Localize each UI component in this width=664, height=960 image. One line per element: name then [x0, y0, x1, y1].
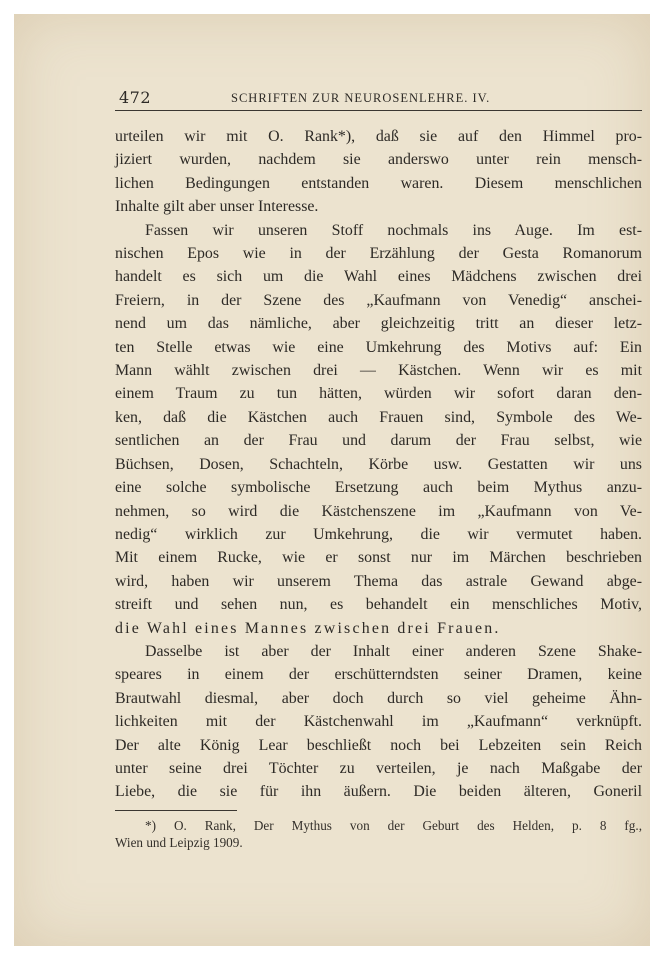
text-line: unter seine drei Töchter zu verteilen, je nach Maßgabe der: [115, 759, 642, 777]
text-line: Freiern, in der Szene des „Kaufmann von Venedig“ anschei-: [115, 291, 642, 309]
text-line: Mit einem Rucke, wie er sonst nur im Märchen beschrieben: [115, 549, 642, 567]
text-line: Brautwahl diesmal, aber doch durch so viel geheime Ähn-: [115, 689, 642, 707]
text-line: handelt es sich um die Wahl eines Mädchens zwischen drei: [115, 268, 642, 286]
paragraph-1: [115, 125, 642, 219]
text-line: urteilen wir mit O. Rank*), daß sie auf den Himmel pro-: [115, 128, 642, 145]
text-line: Der alte König Lear beschließt noch bei Lebzeiten sein Reich: [115, 736, 642, 754]
text-line: nedig“ wirklich zur Umkehrung, die wir vermutet haben.: [115, 525, 642, 543]
page-header: [115, 86, 642, 111]
text-line: Mann wählt zwischen drei — Kästchen. Wenn wir es mit: [115, 362, 642, 380]
text-line: nend um das nämliche, aber gleichzeitig tritt an dieser letz-: [115, 315, 642, 333]
text-line: Dasselbe ist aber der Inhalt einer anderen Szene Shake-: [145, 642, 642, 660]
footnote-rule: [115, 810, 237, 811]
text-line: nischen Epos wie in der Erzählung der Gesta Romanorum: [115, 245, 642, 263]
paragraph-3: [115, 640, 642, 804]
text-line: streift und sehen nun, es behandelt ein menschliches Motiv,: [115, 596, 642, 614]
text-line: einem Traum zu tun hätten, würden wir sofort daran den-: [115, 385, 642, 403]
paragraph-2: [115, 219, 642, 640]
text-line: lichkeiten mit der Kästchenwahl im „Kaufmann“ verknüpft.: [115, 713, 642, 731]
text-line-emphasized: die Wahl eines Mannes zwischen drei Frauen.: [115, 619, 501, 637]
text-line: lichen Bedingungen entstanden waren. Diesem menschlichen: [115, 174, 642, 192]
text-line: ten Stelle etwas wie eine Umkehrung des Motivs auf: Ein: [115, 338, 642, 356]
footnote-line: Wien und Leipzig 1909.: [115, 834, 243, 850]
text-line: sentlichen an der Frau und darum der Frau selbst, wie: [115, 432, 642, 450]
footnote: [115, 817, 642, 851]
text-line: Inhalte gilt aber unser Interesse.: [115, 198, 319, 216]
text-line: wird, haben wir unserem Thema das astrale Gewand abge-: [115, 572, 642, 590]
page-number: 472: [119, 88, 152, 107]
book-page: [115, 86, 642, 851]
text-line: Liebe, die sie für ihn äußern. Die beiden älteren, Goneril: [115, 783, 642, 801]
running-head: SCHRIFTEN ZUR NEUROSENLEHRE. IV.: [231, 91, 491, 105]
text-line: Büchsen, Dosen, Schachteln, Körbe usw. Gestatten wir uns: [115, 455, 642, 473]
text-line: speares in einem der erschütterndsten seiner Dramen, keine: [115, 666, 642, 684]
text-line: eine solche symbolische Ersetzung auch beim Mythus anzu-: [115, 479, 642, 497]
text-line: nehmen, so wird die Kästchenszene im „Kaufmann von Ve-: [115, 502, 642, 520]
text-line: Fassen wir unseren Stoff nochmals ins Auge. Im est-: [145, 221, 642, 239]
footnote-line: *) O. Rank, Der Mythus von der Geburt des Helden, p. 8 fg.,: [145, 817, 642, 833]
text-line: ken, daß die Kästchen auch Frauen sind, Symbole des We-: [115, 408, 642, 426]
text-line: jiziert wurden, nachdem sie anderswo unter rein mensch-: [115, 151, 642, 169]
